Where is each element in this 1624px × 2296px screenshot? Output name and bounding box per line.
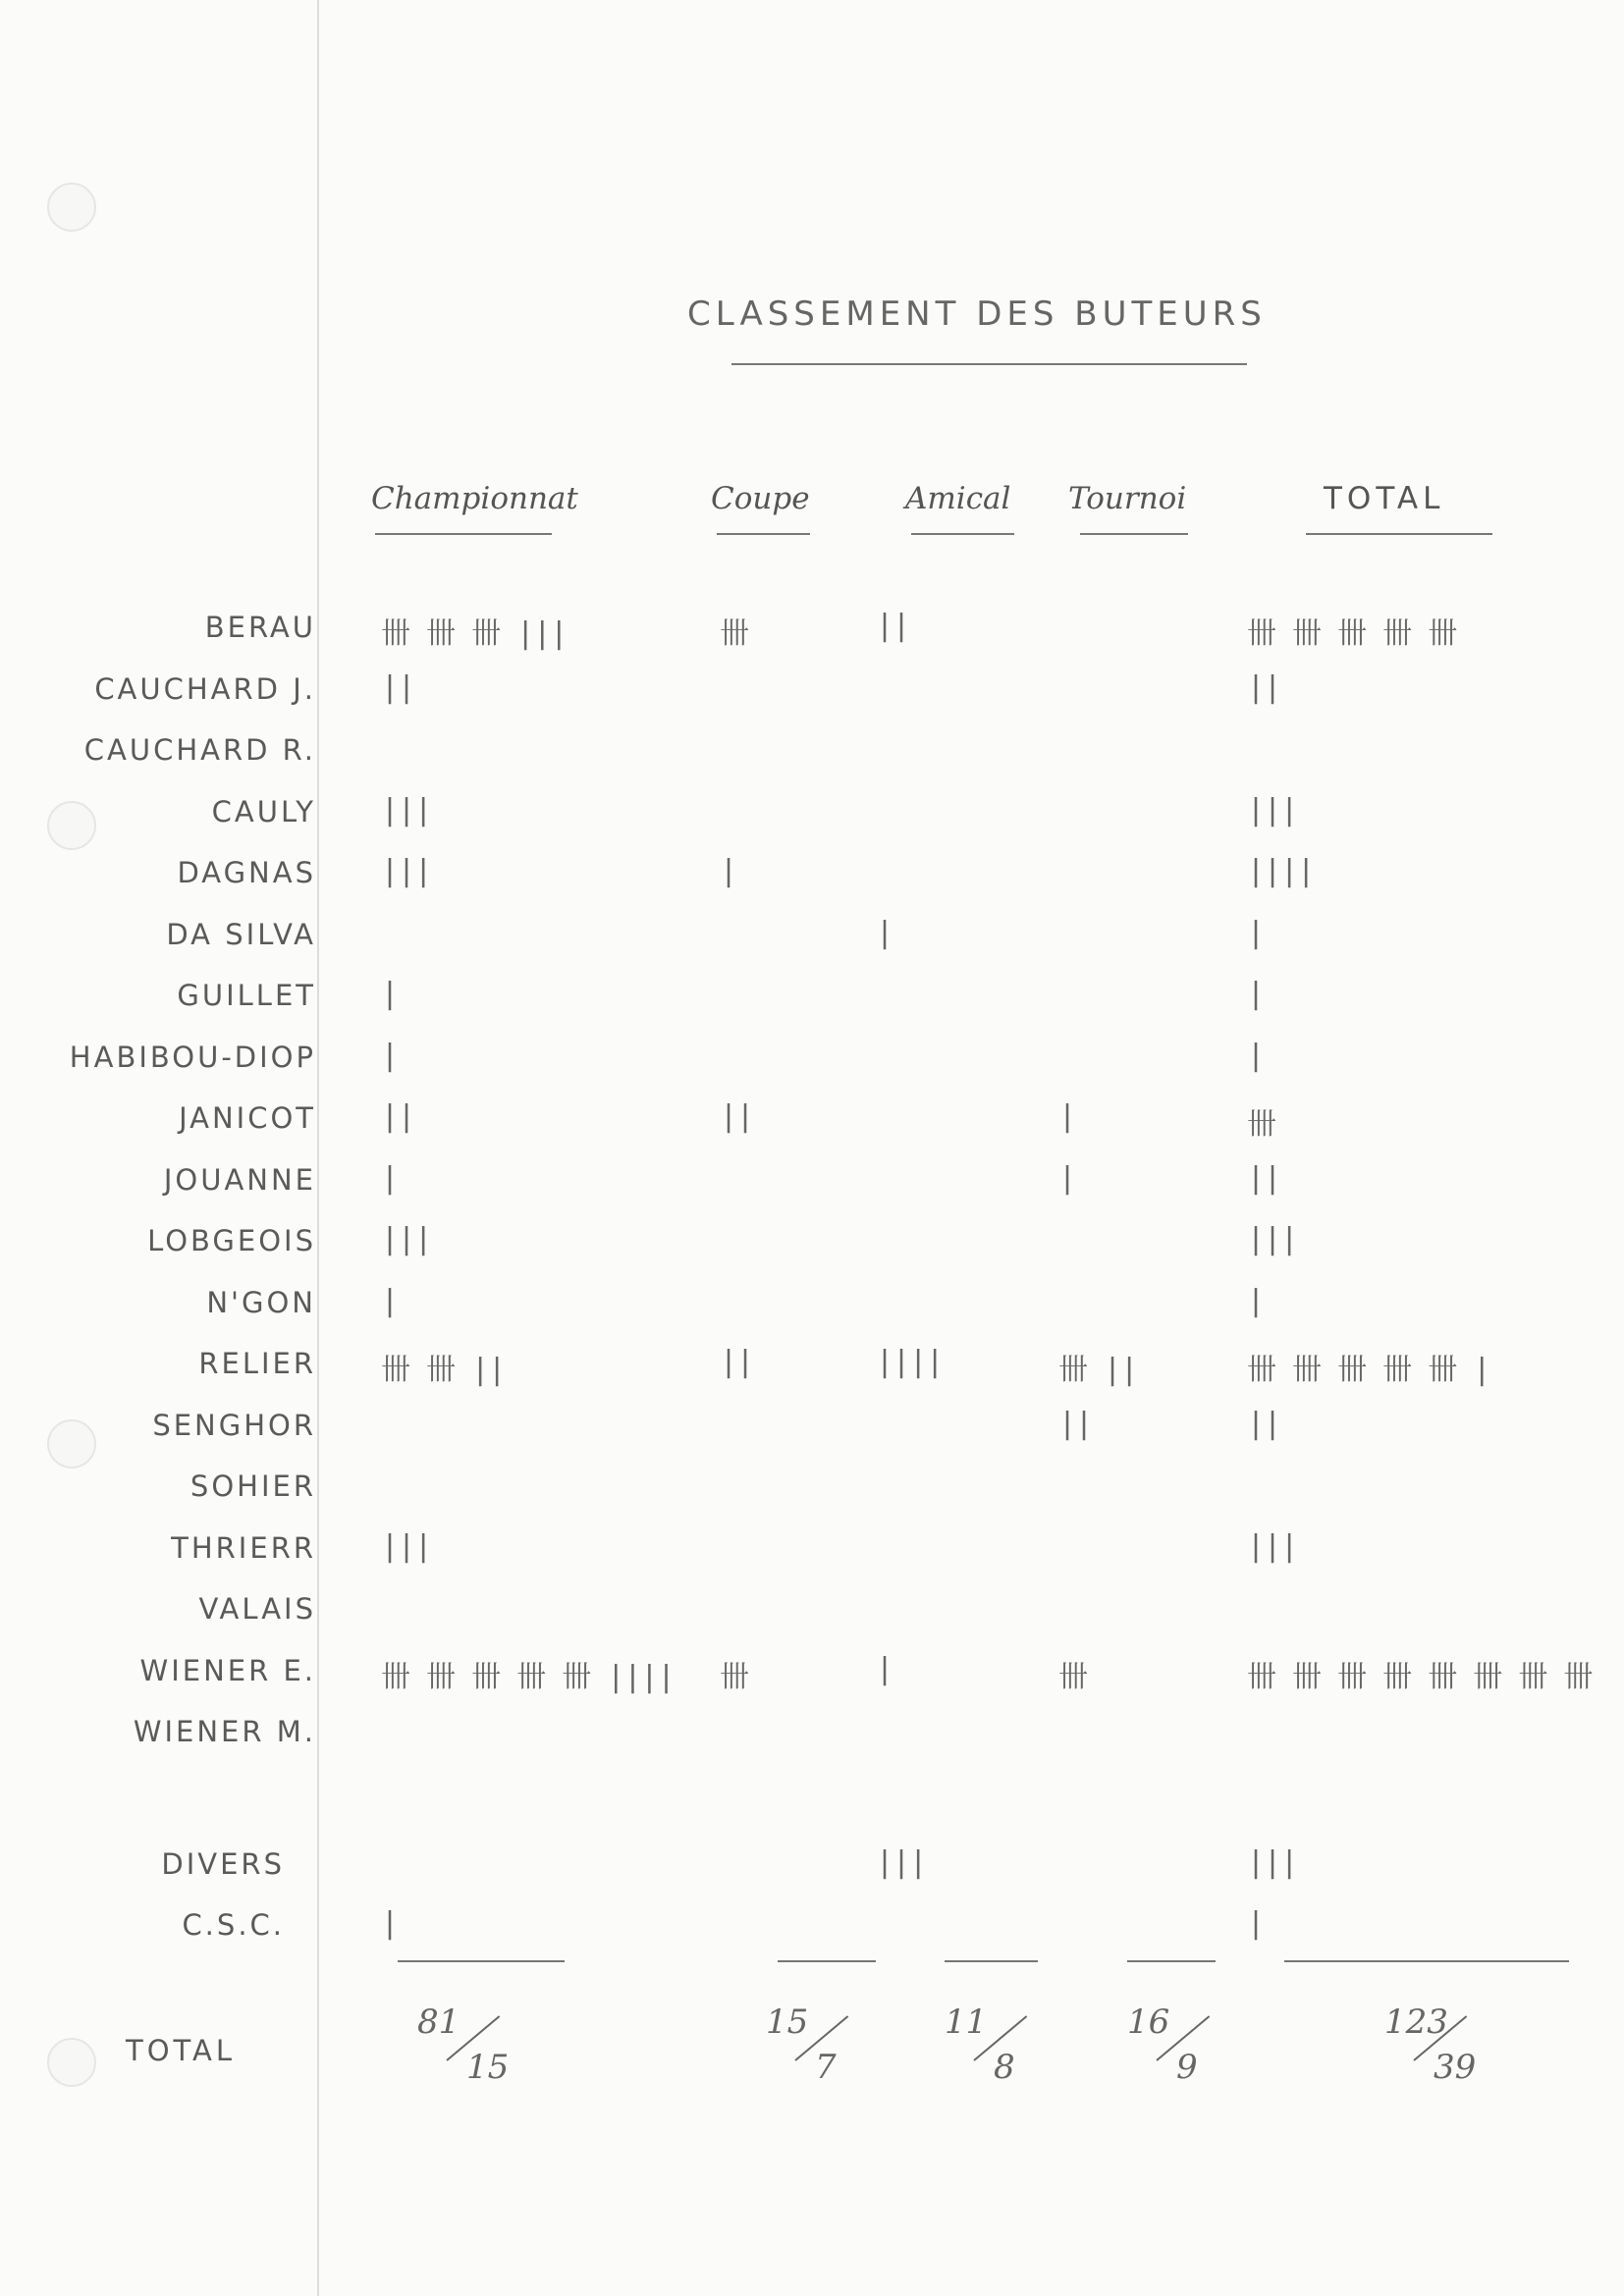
column-underline (911, 533, 1014, 535)
total-total (1384, 2002, 1502, 2101)
scorer-name: HABIBOU-DIOP (69, 1040, 316, 1074)
title-underline (731, 363, 1247, 365)
sum-line-amical (945, 1960, 1038, 1962)
tally-tournoi: | (1058, 1160, 1076, 1196)
tally-championnat: 卌 卌 卌 卌 卌 |||| (381, 1659, 675, 1694)
total-championnat (417, 2002, 535, 2101)
column-underline (717, 533, 810, 535)
tally-championnat: | (381, 1160, 399, 1196)
scorer-name: SOHIER (189, 1469, 316, 1503)
sum-line-coupe (778, 1960, 876, 1962)
tally-total: | (1247, 1038, 1265, 1073)
scorer-name: VALAIS (198, 1592, 316, 1626)
tally-tournoi: 卌 (1058, 1659, 1087, 1694)
column-header-coupe: Coupe (711, 481, 810, 516)
scorer-name: N'GON (206, 1285, 316, 1319)
tally-tournoi: | (1058, 1099, 1076, 1134)
scorer-name: LOBGEOIS (147, 1224, 316, 1257)
tally-total: | (1247, 977, 1265, 1011)
tally-total: |||| (1247, 854, 1315, 888)
tally-championnat: ||| (381, 854, 432, 888)
tally-championnat: 卌 卌 || (381, 1353, 506, 1387)
tally-total: 卌 卌 卌 卌 卌 | (1247, 1353, 1490, 1387)
tally-coupe: || (720, 1345, 754, 1379)
total-amical-goals: 11 (945, 2002, 988, 2042)
tally-championnat: ||| (381, 792, 432, 828)
scorer-name: BERAU (204, 611, 316, 644)
total-amical-scorers: 8 (994, 2048, 1015, 2087)
tally-championnat: ||| (381, 1222, 432, 1256)
scorer-name: CAULY (211, 794, 316, 828)
tally-total: | (1247, 1906, 1265, 1941)
total-coupe (766, 2002, 884, 2101)
total-championnat-goals: 81 (417, 2002, 460, 2042)
tally-championnat: | (381, 1906, 399, 1941)
tally-amical: ||| (876, 1845, 927, 1880)
column-underline (1306, 533, 1492, 535)
total-amical (945, 2002, 1062, 2101)
sum-line-tournoi (1127, 1960, 1216, 1962)
scorer-name: CAUCHARD R. (83, 733, 316, 767)
punch-hole (47, 801, 96, 850)
tally-total: | (1247, 1283, 1265, 1318)
column-header-championnat: Championnat (371, 481, 578, 516)
total-tournoi-scorers: 9 (1176, 2048, 1198, 2087)
punch-hole (47, 183, 96, 232)
tally-amical: | (876, 1651, 893, 1686)
sum-line-championnat (398, 1960, 565, 1962)
scorer-name: C.S.C. (182, 1908, 285, 1942)
tally-championnat: | (381, 1038, 399, 1073)
tally-championnat: ||| (381, 1528, 432, 1564)
column-header-amical: Amical (905, 481, 1011, 516)
scorer-name: JANICOT (179, 1101, 316, 1135)
tally-total: 卌 (1247, 1107, 1275, 1142)
tally-championnat: || (381, 669, 415, 705)
total-row-label: TOTAL (126, 2034, 236, 2067)
tally-total: ||| (1247, 792, 1298, 828)
tally-tournoi: 卌 || (1058, 1353, 1138, 1387)
punch-hole (47, 1419, 96, 1468)
column-header-tournoi: Tournoi (1068, 481, 1187, 516)
tally-championnat: 卌 卌 卌 ||| (381, 616, 568, 651)
tally-total: || (1247, 1406, 1281, 1441)
scorer-name: DAGNAS (177, 856, 316, 889)
scorer-name: WIENER M. (133, 1715, 316, 1748)
tally-tournoi: || (1058, 1406, 1093, 1441)
tally-amical: | (876, 915, 893, 950)
tally-championnat: | (381, 977, 399, 1011)
total-total-scorers: 39 (1434, 2048, 1477, 2087)
total-coupe-goals: 15 (766, 2002, 809, 2042)
tally-total: || (1247, 669, 1281, 705)
scorer-name: RELIER (198, 1347, 316, 1380)
total-championnat-scorers: 15 (466, 2048, 510, 2087)
scorer-name: DIVERS (161, 1847, 285, 1881)
tally-total: 卌 卌 卌 卌 卌 (1247, 616, 1457, 651)
tally-championnat: || (381, 1099, 415, 1134)
sum-line-total (1284, 1960, 1569, 1962)
total-coupe-scorers: 7 (815, 2048, 837, 2087)
tally-championnat: | (381, 1283, 399, 1318)
column-header-total: TOTAL (1324, 481, 1445, 516)
margin-line (317, 0, 319, 2296)
tally-total: | (1247, 915, 1265, 950)
tally-total: || (1247, 1160, 1281, 1196)
total-tournoi (1127, 2002, 1245, 2101)
tally-amical: |||| (876, 1345, 944, 1379)
tally-amical: || (876, 609, 910, 643)
scorer-name: THRIERR (171, 1530, 316, 1565)
column-underline (375, 533, 552, 535)
scorer-name: WIENER E. (139, 1653, 316, 1687)
total-tournoi-goals: 16 (1127, 2002, 1170, 2042)
scorer-name: CAUCHARD J. (94, 671, 316, 706)
tally-total: ||| (1247, 1528, 1298, 1564)
tally-coupe: 卌 (720, 1659, 748, 1694)
scorer-name: JOUANNE (163, 1162, 316, 1197)
tally-coupe: 卌 (720, 616, 748, 651)
scorer-name: SENGHOR (152, 1408, 316, 1442)
scorer-name: DA SILVA (166, 917, 316, 951)
tally-total: 卌 卌 卌 卌 卌 卌 卌 卌 (1247, 1659, 1593, 1694)
column-underline (1080, 533, 1188, 535)
punch-hole (47, 2038, 96, 2087)
tally-coupe: | (720, 854, 737, 888)
tally-total: ||| (1247, 1845, 1298, 1880)
total-total-goals: 123 (1384, 2002, 1448, 2042)
tally-total: ||| (1247, 1222, 1298, 1256)
page-title: CLASSEMENT DES BUTEURS (687, 294, 1267, 334)
scorer-name: GUILLET (177, 979, 316, 1012)
tally-coupe: || (720, 1099, 754, 1134)
